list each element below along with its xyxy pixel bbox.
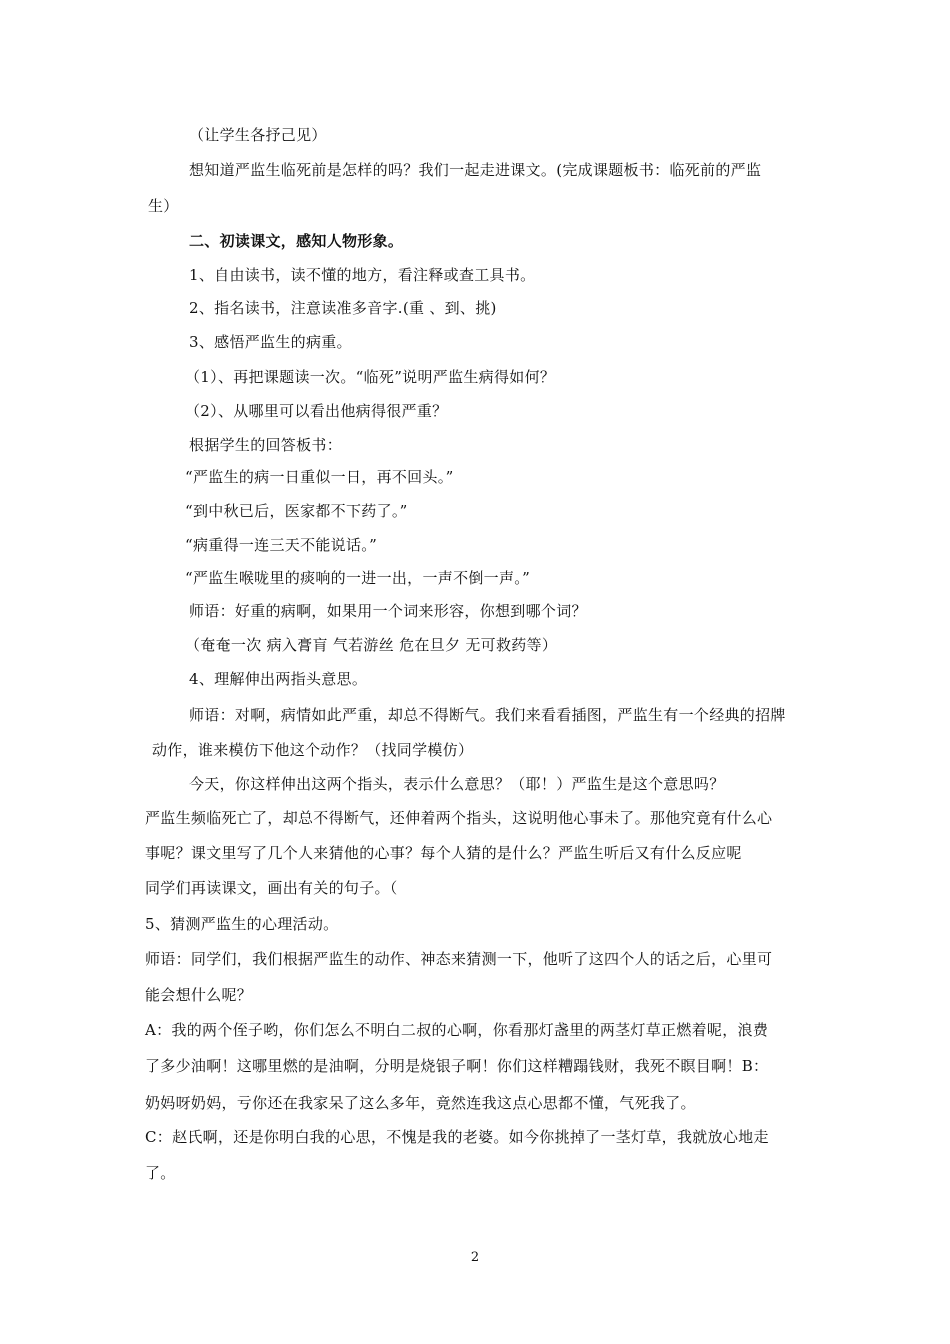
paragraph-line: 5、猜测严监生的心理活动。 <box>145 915 339 933</box>
page-number: 2 <box>470 1250 480 1265</box>
paragraph-line: （让学生各抒己见） <box>189 126 327 144</box>
quote-line: “病重得一连三天不能说话。” <box>185 536 378 554</box>
paragraph-line: 1、自由读书，读不懂的地方，看注释或查工具书。 <box>189 266 536 284</box>
paragraph-line: 师语：好重的病啊，如果用一个词来形容，你想到哪个词？ <box>189 602 587 620</box>
section-heading: 二、初读课文，感知人物形象。 <box>189 232 404 250</box>
paragraph-line: C：赵氏啊，还是你明白我的心思，不愧是我的老婆。如今你挑掉了一茎灯草，我就放心地走 <box>145 1128 769 1146</box>
paragraph-line: A：我的两个侄子哟，你们怎么不明白二叔的心啊，你看那灯盏里的两茎灯草正燃着呢，浪费 <box>145 1021 769 1039</box>
quote-line: “严监生喉咙里的痰响的一进一出，一声不倒一声。” <box>185 569 531 587</box>
paragraph-line: 了。 <box>145 1164 176 1182</box>
paragraph-line: 3、感悟严监生的病重。 <box>189 333 352 351</box>
paragraph-line: 严监生频临死亡了，却总不得断气，还伸着两个指头，这说明他心事未了。那他究竟有什么心 <box>145 809 773 827</box>
paragraph-line: （2）、从哪里可以看出他病得很严重？ <box>185 402 448 420</box>
paragraph-line: 师语：同学们，我们根据严监生的动作、神态来猜测一下，他听了这四个人的话之后，心里可 <box>145 950 773 968</box>
paragraph-line: （1）、再把课题读一次。“临死”说明严监生病得如何？ <box>185 368 556 386</box>
paragraph-line: 了多少油啊！这哪里燃的是油啊，分明是烧银子啊！你们这样糟蹋钱财，我死不瞑目啊！B： <box>145 1057 769 1075</box>
paragraph-line: 事呢？课文里写了几个人来猜他的心事？每个人猜的是什么？严监生听后又有什么反应呢 <box>145 844 742 862</box>
paragraph-line: 今天，你这样伸出这两个指头，表示什么意思？（耶！）严监生是这个意思吗？ <box>189 775 725 793</box>
paragraph-line: 生） <box>148 197 179 215</box>
paragraph-line: 奶妈呀奶妈，亏你还在我家呆了这么多年，竟然连我这点心思都不懂，气死我了。 <box>145 1094 696 1112</box>
paragraph-line: 想知道严监生临死前是怎样的吗？我们一起走进课文。(完成课题板书：临死前的严监 <box>189 161 762 179</box>
paragraph-line: 根据学生的回答板书： <box>189 436 343 454</box>
quote-line: “严监生的病一日重似一日，再不回头。” <box>185 468 454 486</box>
paragraph-line: （奄奄一次 病入膏肓 气若游丝 危在旦夕 无可救药等） <box>185 636 558 654</box>
paragraph-line: 4、理解伸出两指头意思。 <box>189 670 368 688</box>
paragraph-line: 动作，谁来模仿下他这个动作？（找同学模仿） <box>152 741 474 759</box>
quote-line: “到中秋已后，医家都不下药了。” <box>185 502 408 520</box>
paragraph-line: 能会想什么呢？ <box>145 986 253 1004</box>
paragraph-line: 2、指名读书，注意读准多音字.(重 、到、挑) <box>189 299 497 317</box>
paragraph-line: 同学们再读课文，画出有关的句子。（ <box>145 879 398 897</box>
paragraph-line: 师语：对啊，病情如此严重，却总不得断气。我们来看看插图，严监生有一个经典的招牌 <box>189 706 786 724</box>
